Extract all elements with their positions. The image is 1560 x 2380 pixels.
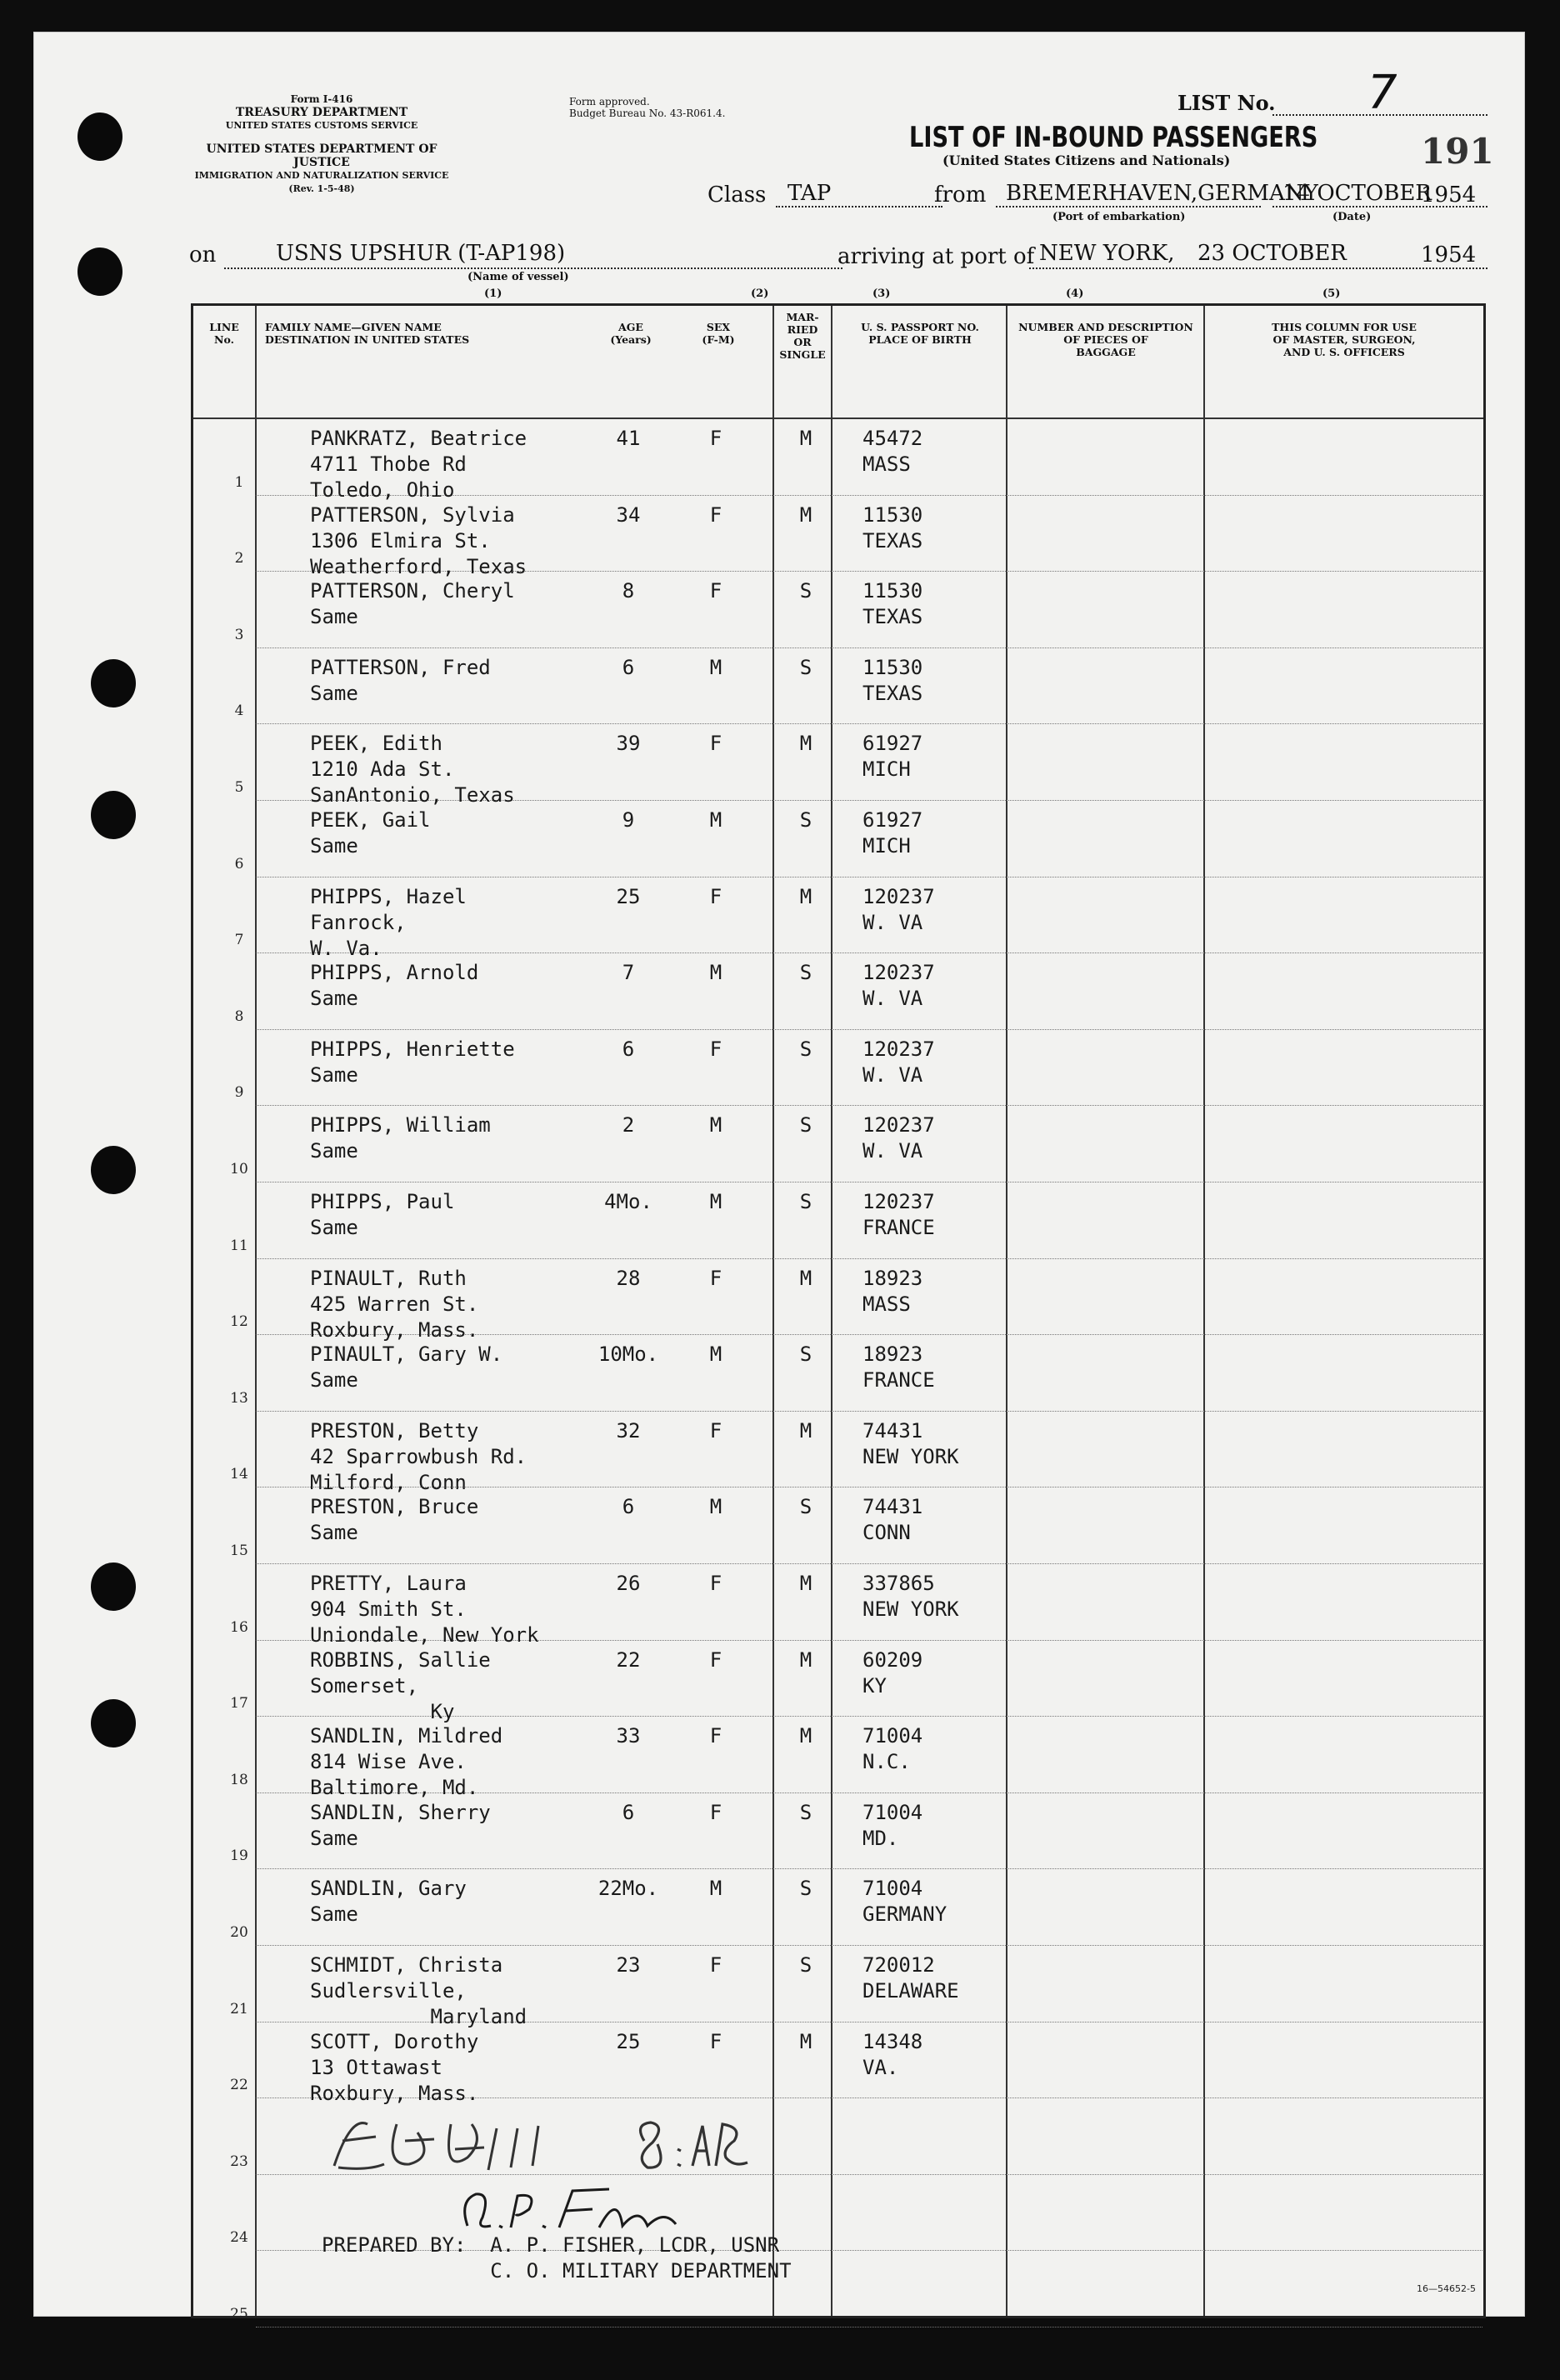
- passenger-marital: S: [799, 1495, 812, 1519]
- passenger-age: 6: [622, 1037, 635, 1061]
- passenger-passport: 120237 W. VA: [862, 961, 935, 1011]
- passenger-passport: 11530 TEXAS: [862, 579, 923, 629]
- passenger-sex: F: [709, 2029, 722, 2053]
- line-number: 9: [234, 1084, 244, 1102]
- line-number: 8: [234, 1008, 244, 1025]
- passenger-passport: 14348 VA.: [862, 2029, 923, 2079]
- passenger-sex: F: [709, 732, 722, 756]
- line-number: 17: [230, 1695, 248, 1712]
- manifest-sheet: [33, 32, 1525, 2322]
- vessel-caption: (Name of vessel): [468, 271, 569, 283]
- line-number: 18: [230, 1771, 248, 1788]
- table-row: [193, 419, 1483, 502]
- passenger-age: 6: [622, 1495, 635, 1519]
- col-head-married: MAR- RIED OR SINGLE: [779, 311, 826, 361]
- passenger-age: 32: [616, 1418, 641, 1442]
- passenger-name: PATTERSON, Fred Same: [310, 655, 491, 705]
- passenger-passport: 60209 KY: [862, 1648, 923, 1698]
- table-body: [193, 419, 1483, 2322]
- table-row: [193, 572, 1483, 648]
- passenger-passport: 18923 MASS: [862, 1266, 923, 1316]
- prepared-by: PREPARED BY: A. P. FISHER, LCDR, USNR C. O. MILITARY DEPARTMENT: [322, 2233, 792, 2282]
- passenger-sex: F: [709, 1800, 722, 1824]
- passenger-name: PATTERSON, Sylvia 1306 Elmira St. Weatherford, Texas: [310, 502, 528, 578]
- table-row: [193, 648, 1483, 725]
- passenger-marital: M: [799, 502, 812, 527]
- passenger-age: 25: [616, 884, 641, 908]
- class-line: [776, 206, 942, 208]
- date-embark-line: [1272, 206, 1488, 208]
- passenger-marital: S: [799, 1037, 812, 1061]
- passenger-age: 34: [616, 502, 641, 527]
- line-number: 5: [234, 778, 244, 796]
- port-embark-caption: (Port of embarkation): [1052, 211, 1186, 223]
- passenger-name: PINAULT, Gary W. Same: [310, 1342, 503, 1392]
- passenger-name: PHIPPS, Arnold Same: [310, 961, 479, 1011]
- passenger-age: 28: [616, 1266, 641, 1290]
- passenger-name: SCHMIDT, Christa Sudlersville, Maryland: [310, 1953, 528, 2028]
- passenger-name: PHIPPS, Henriette Same: [310, 1037, 515, 1087]
- line-number: 20: [230, 1923, 248, 1941]
- punch-hole: [91, 1146, 136, 1194]
- table-row: [193, 1335, 1483, 1412]
- passenger-marital: S: [799, 1953, 812, 1977]
- treasury-dept: TREASURY DEPARTMENT: [235, 106, 408, 119]
- table-row: [193, 1793, 1483, 1870]
- class-value: TAP: [788, 181, 832, 206]
- line-number: 3: [234, 626, 244, 643]
- line-number: 1: [234, 473, 244, 491]
- passenger-passport: 61927 MICH: [862, 732, 923, 782]
- revision: (Rev. 1-5-48): [288, 183, 355, 194]
- line-number: 11: [230, 1237, 248, 1254]
- passenger-passport: 61927 MICH: [862, 808, 923, 858]
- line-number: 19: [230, 1848, 248, 1865]
- passenger-marital: S: [799, 1190, 812, 1213]
- table-row: [193, 1564, 1483, 1647]
- line-number: 4: [234, 702, 244, 720]
- passenger-sex: F: [709, 502, 722, 527]
- passenger-age: 8: [622, 579, 635, 603]
- passenger-age: 39: [616, 732, 641, 756]
- passenger-age: 26: [616, 1572, 641, 1595]
- punch-hole: [91, 791, 136, 839]
- passenger-age: 41: [616, 427, 641, 450]
- list-no-label: LIST No.: [1178, 91, 1276, 115]
- form-code: 16—54652-5: [1417, 2283, 1476, 2294]
- table-row: [193, 878, 1483, 960]
- passenger-name: PINAULT, Ruth 425 Warren St. Roxbury, Mass.: [310, 1266, 479, 1342]
- passenger-passport: 120237 FRANCE: [862, 1190, 935, 1239]
- passenger-name: PHIPPS, Hazel Fanrock, W. Va.: [310, 884, 467, 960]
- form-approval: [569, 96, 725, 119]
- punch-hole: [78, 112, 122, 161]
- passenger-sex: F: [709, 579, 722, 603]
- table-row: [193, 724, 1483, 808]
- line-number: 23: [230, 2152, 248, 2170]
- passenger-name: PANKRATZ, Beatrice 4711 Thobe Rd Toledo, Ohio: [310, 427, 528, 502]
- passenger-sex: M: [709, 1342, 722, 1367]
- ins-service: IMMIGRATION AND NATURALIZATION SERVICE: [194, 170, 449, 181]
- passenger-age: 33: [616, 1724, 641, 1748]
- arrival-line: [1029, 268, 1488, 269]
- line-number: 13: [230, 1389, 248, 1407]
- passenger-marital: S: [799, 1342, 812, 1367]
- passenger-marital: S: [799, 1877, 812, 1901]
- passenger-marital: M: [799, 1266, 812, 1290]
- table-row: [193, 1641, 1483, 1723]
- table-row: [193, 1946, 1483, 2028]
- approved-line: Form approved.: [569, 96, 650, 108]
- line-number: 7: [234, 932, 244, 949]
- passenger-age: 10Mo.: [598, 1342, 659, 1367]
- passenger-sex: M: [709, 655, 722, 679]
- year-embarkation: 1954: [1421, 182, 1477, 208]
- table-row: [193, 1259, 1483, 1342]
- passenger-age: 4Mo.: [604, 1190, 652, 1213]
- passenger-name: SCOTT, Dorothy 13 Ottawast Roxbury, Mass.: [310, 2029, 479, 2105]
- passenger-sex: F: [709, 1572, 722, 1595]
- table-row: [193, 2022, 1483, 2105]
- table-row: [193, 496, 1483, 578]
- passenger-passport: 71004 GERMANY: [862, 1877, 948, 1927]
- from-label: from: [934, 182, 987, 208]
- col-head-sex: SEX (F-M): [702, 321, 735, 346]
- passenger-passport: 337865 NEW YORK: [862, 1572, 959, 1621]
- passenger-marital: S: [799, 1113, 812, 1138]
- passenger-name: PHIPPS, William Same: [310, 1113, 491, 1163]
- form-subtitle: (United States Citizens and Nationals): [942, 152, 1231, 168]
- passenger-marital: M: [799, 1418, 812, 1442]
- passenger-sex: F: [709, 1266, 722, 1290]
- col-num-4: (4): [1066, 288, 1084, 300]
- passenger-table: [191, 303, 1486, 2322]
- table-row: [193, 1182, 1483, 1259]
- line-number: 2: [234, 550, 244, 568]
- col-head-passport: U. S. PASSPORT NO. PLACE OF BIRTH: [861, 321, 979, 346]
- passenger-age: 7: [622, 961, 635, 985]
- passenger-name: PRESTON, Betty 42 Sparrowbush Rd. Milford, Conn: [310, 1418, 528, 1494]
- passenger-marital: M: [799, 884, 812, 908]
- vessel-name: USNS UPSHUR (T-AP198): [276, 241, 566, 266]
- passenger-marital: S: [799, 655, 812, 679]
- passenger-passport: 120237 W. VA: [862, 1037, 935, 1087]
- col-head-officers: THIS COLUMN FOR USE OF MASTER, SURGEON, AND U. S. OFFICERS: [1272, 321, 1417, 358]
- passenger-name: PEEK, Gail Same: [310, 808, 431, 858]
- punch-hole: [91, 659, 136, 708]
- form-title: LIST OF IN-BOUND PASSENGERS: [909, 121, 1318, 154]
- passenger-sex: M: [709, 1113, 722, 1138]
- passenger-sex: M: [709, 961, 722, 985]
- stamp-number: 191: [1421, 131, 1494, 172]
- col-num-5: (5): [1322, 288, 1341, 300]
- passenger-passport: 120237 W. VA: [862, 1113, 935, 1163]
- line-number: 24: [230, 2229, 248, 2247]
- passenger-age: 25: [616, 2029, 641, 2053]
- passenger-marital: M: [799, 2029, 812, 2053]
- passenger-passport: 11530 TEXAS: [862, 502, 923, 552]
- col-head-age: AGE (Years): [610, 321, 652, 346]
- line-number: 14: [230, 1466, 248, 1483]
- passenger-name: SANDLIN, Mildred 814 Wise Ave. Baltimore, Md.: [310, 1724, 503, 1800]
- passenger-name: SANDLIN, Gary Same: [310, 1877, 467, 1927]
- form-header-left: [184, 92, 459, 132]
- passenger-name: ROBBINS, Sallie Somerset, Ky: [310, 1648, 491, 1723]
- passenger-passport: 45472 MASS: [862, 427, 923, 476]
- form-number: Form I-416: [290, 93, 353, 105]
- arriving-label: arriving at port of: [838, 244, 1035, 269]
- col-head-name: FAMILY NAME—GIVEN NAME DESTINATION IN UNITED STATES: [265, 321, 470, 346]
- passenger-sex: F: [709, 1037, 722, 1061]
- passenger-sex: F: [709, 1953, 722, 1977]
- table-row: [193, 1106, 1483, 1182]
- passenger-age: 23: [616, 1953, 641, 1977]
- passenger-marital: S: [799, 961, 812, 985]
- budget-line: Budget Bureau No. 43-R061.4.: [569, 108, 726, 119]
- passenger-name: SANDLIN, Sherry Same: [310, 1800, 491, 1850]
- passenger-name: PRETTY, Laura 904 Smith St. Uniondale, New York: [310, 1572, 539, 1647]
- vessel-line: [224, 268, 842, 269]
- arrival-year: 1954: [1421, 242, 1477, 268]
- passenger-sex: M: [709, 1877, 722, 1901]
- line-number: 25: [230, 2305, 248, 2322]
- passenger-age: 22Mo.: [598, 1877, 659, 1901]
- customs-service: UNITED STATES CUSTOMS SERVICE: [225, 120, 418, 131]
- justice-dept: UNITED STATES DEPARTMENT OF JUSTICE: [206, 142, 438, 169]
- line-number: 10: [230, 1160, 248, 1178]
- col-num-3: (3): [872, 288, 891, 300]
- col-head-baggage: NUMBER AND DESCRIPTION OF PIECES OF BAGGAGE: [1018, 321, 1193, 358]
- punch-hole: [78, 248, 122, 296]
- line-number: 16: [230, 1618, 248, 1636]
- date-caption: (Date): [1332, 211, 1372, 223]
- form-header-justice: [184, 142, 459, 196]
- passenger-marital: S: [799, 1800, 812, 1824]
- port-embark-line: [996, 206, 1261, 208]
- passenger-passport: 120237 W. VA: [862, 884, 935, 934]
- line-number: 21: [230, 2000, 248, 2018]
- passenger-name: PATTERSON, Cheryl Same: [310, 579, 515, 629]
- arrival-port: NEW YORK,: [1039, 241, 1175, 266]
- line-number: 15: [230, 1542, 248, 1559]
- passenger-passport: 71004 MD.: [862, 1800, 923, 1850]
- passenger-marital: S: [799, 808, 812, 832]
- arrival-date: 23 OCTOBER: [1198, 241, 1347, 266]
- passenger-sex: F: [709, 884, 722, 908]
- list-no-value: 7: [1368, 66, 1398, 120]
- line-number: 22: [230, 2077, 248, 2094]
- passenger-name: PHIPPS, Paul Same: [310, 1190, 455, 1239]
- passenger-passport: 74431 CONN: [862, 1495, 923, 1545]
- passenger-age: 6: [622, 655, 635, 679]
- table-row: [193, 1869, 1483, 1946]
- passenger-name: PEEK, Edith 1210 Ada St. SanAntonio, Texas: [310, 732, 515, 808]
- line-number: 6: [234, 855, 244, 872]
- passenger-marital: M: [799, 1572, 812, 1595]
- table-row: [193, 1717, 1483, 1800]
- passenger-sex: M: [709, 1495, 722, 1519]
- passenger-age: 22: [616, 1648, 641, 1672]
- table-row: [193, 1488, 1483, 1564]
- col-num-2: (2): [751, 288, 769, 300]
- passenger-sex: F: [709, 1724, 722, 1748]
- table-row: [193, 953, 1483, 1030]
- line-number: 12: [230, 1313, 248, 1331]
- passenger-passport: 18923 FRANCE: [862, 1342, 935, 1392]
- passenger-sex: M: [709, 1190, 722, 1213]
- passenger-sex: M: [709, 808, 722, 832]
- date-embarkation: 14 OCTOBER: [1282, 181, 1432, 206]
- row-rule: [256, 2327, 1482, 2328]
- table-row: [193, 801, 1483, 878]
- passenger-age: 9: [622, 808, 635, 832]
- passenger-age: 6: [622, 1800, 635, 1824]
- passenger-sex: F: [709, 1418, 722, 1442]
- passenger-marital: M: [799, 732, 812, 756]
- class-label: Class: [708, 182, 767, 208]
- on-label: on: [189, 242, 217, 268]
- table-row: [193, 1412, 1483, 1494]
- passenger-passport: 71004 N.C.: [862, 1724, 923, 1774]
- col-head-line: LINE No.: [209, 321, 239, 346]
- passenger-marital: M: [799, 1724, 812, 1748]
- passenger-passport: 74431 NEW YORK: [862, 1418, 959, 1468]
- punch-hole: [91, 1562, 136, 1611]
- passenger-marital: S: [799, 579, 812, 603]
- passenger-passport: 11530 TEXAS: [862, 655, 923, 705]
- passenger-sex: F: [709, 427, 722, 450]
- passenger-sex: F: [709, 1648, 722, 1672]
- port-embarkation: BREMERHAVEN,GERMANY: [1006, 181, 1318, 206]
- passenger-marital: M: [799, 427, 812, 450]
- table-row: [193, 1030, 1483, 1107]
- col-num-1: (1): [484, 288, 502, 300]
- passenger-name: PRESTON, Bruce Same: [310, 1495, 479, 1545]
- passenger-passport: 720012 DELAWARE: [862, 1953, 959, 2002]
- punch-hole: [91, 1699, 136, 1748]
- passenger-marital: M: [799, 1648, 812, 1672]
- passenger-age: 2: [622, 1113, 635, 1138]
